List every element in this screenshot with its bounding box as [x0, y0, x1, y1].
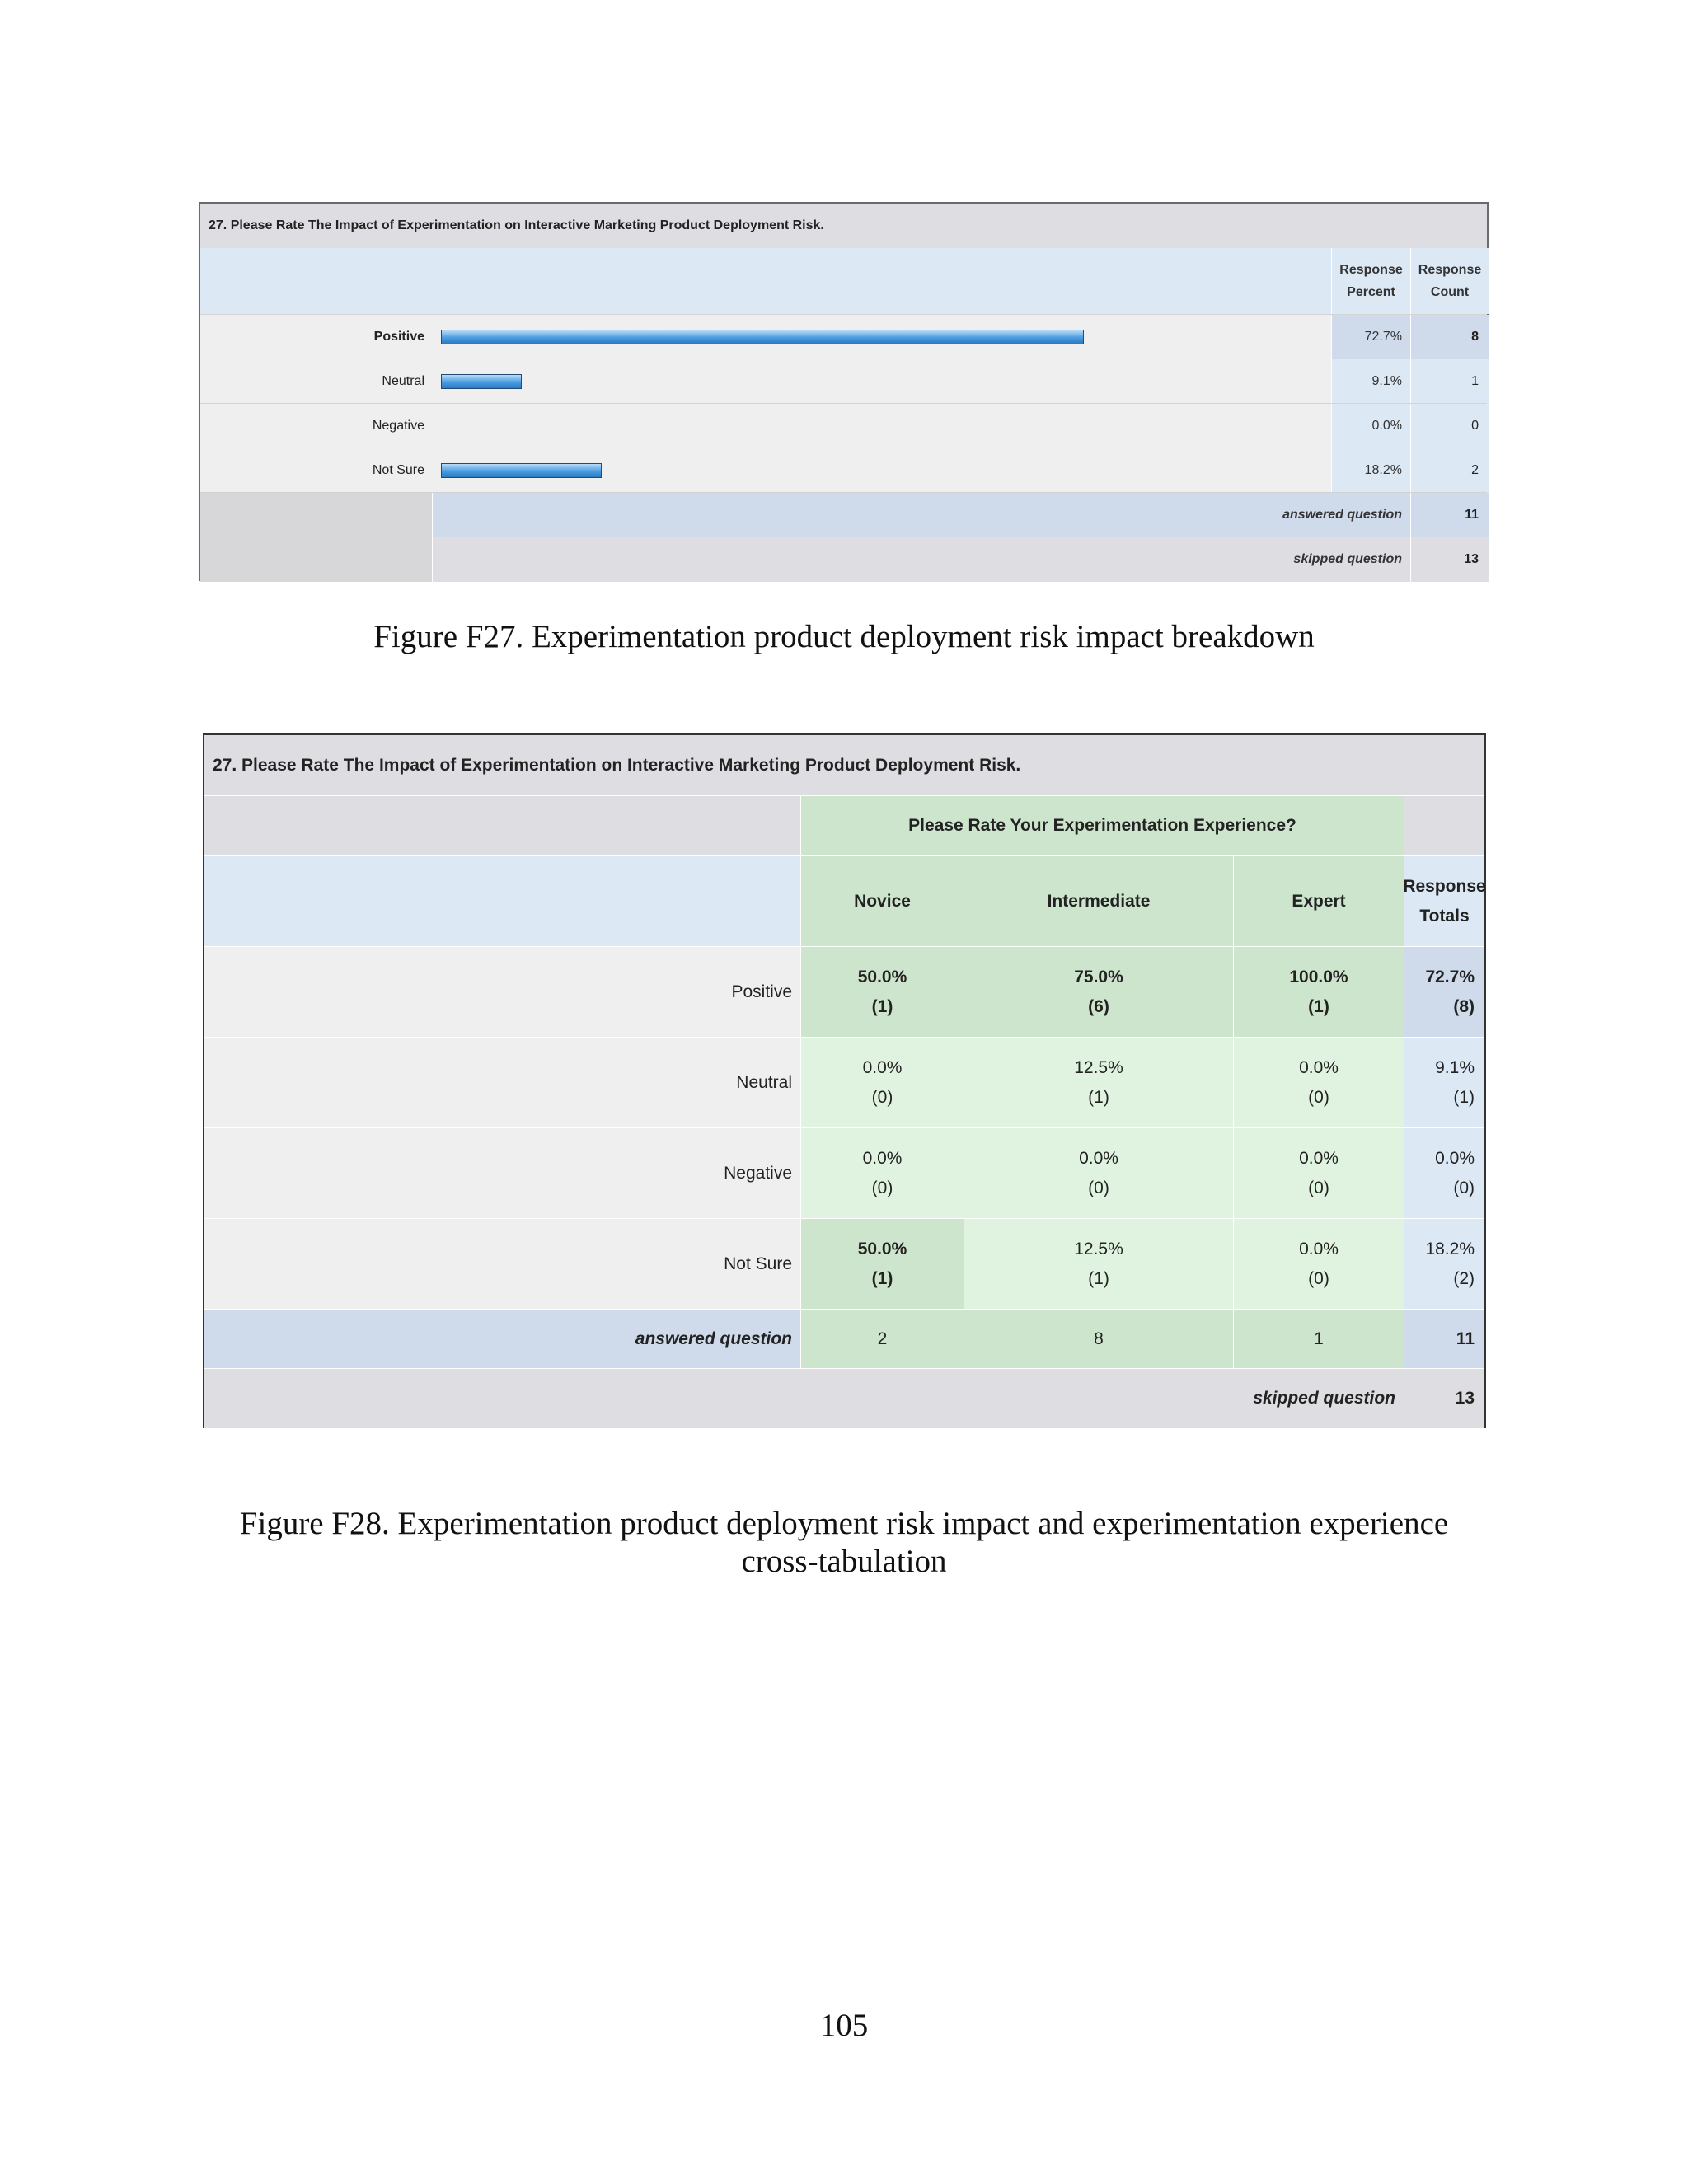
cell-percent: 0.0% [1299, 1057, 1339, 1077]
answer-label: Negative [200, 404, 433, 448]
total-count: (1) [1453, 1087, 1475, 1107]
total-percent: 72.7% [1425, 967, 1475, 987]
cell-percent: 0.0% [1299, 1148, 1339, 1168]
row-total-cell [1404, 1038, 1484, 1128]
response-percent: 72.7% [1332, 315, 1411, 359]
answered-question-value: 8 [964, 1310, 1234, 1369]
response-summary-table [199, 202, 1489, 581]
column-header-row [200, 248, 1487, 314]
response-row [200, 448, 1487, 493]
cell-count: (1) [1308, 996, 1329, 1016]
answer-label: Positive [204, 947, 801, 1038]
crosstab-cell [964, 1038, 1234, 1128]
cell-count: (1) [1088, 1087, 1109, 1107]
response-percent: 0.0% [1332, 404, 1411, 448]
row-total-cell [1404, 1219, 1484, 1310]
cell-percent: 0.0% [1299, 1239, 1339, 1258]
crosstab-cell [801, 1038, 964, 1128]
cell-count: (1) [1088, 1268, 1109, 1288]
cell-percent: 0.0% [1079, 1148, 1118, 1168]
cell-count: (1) [871, 996, 893, 1016]
response-count-header: Response Count [1411, 248, 1489, 314]
cell-percent: 75.0% [1074, 967, 1123, 987]
answer-label: Negative [204, 1128, 801, 1219]
answered-question-row [200, 492, 1487, 537]
cell-count: (0) [1308, 1087, 1329, 1107]
response-count: 2 [1411, 448, 1489, 493]
crosstab-cell [1234, 1128, 1404, 1219]
response-percent-header: Response Percent [1332, 248, 1411, 314]
skipped-question-row [200, 537, 1487, 582]
answered-question-total: 11 [1404, 1310, 1484, 1369]
cell-percent: 0.0% [862, 1148, 903, 1168]
crosstab-cell [1234, 947, 1404, 1038]
response-totals-header: Response Totals [1404, 856, 1484, 947]
answer-label: Not Sure [200, 448, 433, 493]
skipped-question-label: skipped question [433, 537, 1411, 582]
caption-line-2: cross-tabulation [741, 1544, 947, 1579]
question-title: 27. Please Rate The Impact of Experimentation on Interactive Marketing Product Deployment Risk. [204, 735, 1484, 796]
caption-line-1: Figure F28. Experimentation product deployment risk impact and experimentation experience [239, 1506, 1449, 1541]
crosstab-cell [801, 947, 964, 1038]
cell-count: (0) [1308, 1178, 1329, 1197]
cell-percent: 50.0% [857, 967, 907, 987]
response-percent: 18.2% [1332, 448, 1411, 493]
cell-count: (0) [1308, 1268, 1329, 1288]
answer-label: Neutral [200, 359, 433, 404]
cell-count: (6) [1088, 996, 1109, 1016]
question-title: 27. Please Rate The Impact of Experimentation on Interactive Marketing Product Deployment Risk. [209, 218, 824, 232]
answered-question-value: 11 [1411, 493, 1489, 537]
figure-caption-f27: Figure F27. Experimentation product deployment risk impact breakdown [373, 619, 1315, 654]
experience-column-header: Novice [801, 856, 964, 947]
crosstab-cell [801, 1128, 964, 1219]
row-total-cell [1404, 1128, 1484, 1219]
cell-percent: 12.5% [1074, 1239, 1123, 1258]
experience-group-header: Please Rate Your Experimentation Experience? [801, 796, 1404, 856]
row-total-cell [1404, 947, 1484, 1038]
skipped-question-value: 13 [1411, 537, 1489, 582]
figure-caption-f28 [0, 1505, 1688, 1581]
total-percent: 18.2% [1425, 1239, 1475, 1258]
bar-track [433, 359, 1332, 404]
response-percent: 9.1% [1332, 359, 1411, 404]
page-number: 105 [819, 2008, 869, 2043]
answered-question-label: answered question [433, 493, 1411, 537]
crosstab-cell [964, 947, 1234, 1038]
skipped-question-value: 13 [1404, 1369, 1484, 1428]
total-count: (0) [1453, 1178, 1475, 1197]
answered-question-value: 1 [1234, 1310, 1404, 1369]
response-bar [441, 463, 602, 478]
experience-column-header: Intermediate [964, 856, 1234, 947]
experience-column-header: Expert [1234, 856, 1404, 947]
bar-track [433, 404, 1332, 448]
answered-question-value: 2 [801, 1310, 964, 1369]
answered-question-label: answered question [204, 1310, 801, 1369]
crosstab-cell [964, 1128, 1234, 1219]
total-percent: 0.0% [1435, 1148, 1475, 1168]
cross-tabulation-table [203, 733, 1486, 1428]
crosstab-cell [1234, 1219, 1404, 1310]
response-row [200, 359, 1487, 404]
response-count: 1 [1411, 359, 1489, 404]
response-count: 0 [1411, 404, 1489, 448]
response-row [200, 403, 1487, 448]
cell-count: (0) [1088, 1178, 1109, 1197]
crosstab-cell [1234, 1038, 1404, 1128]
response-bar [441, 374, 522, 389]
cell-count: (1) [871, 1268, 893, 1288]
response-bar [441, 330, 1084, 344]
cell-percent: 0.0% [862, 1057, 903, 1077]
total-count: (8) [1453, 996, 1475, 1016]
answer-label: Neutral [204, 1038, 801, 1128]
total-count: (2) [1453, 1268, 1475, 1288]
cell-percent: 100.0% [1289, 967, 1348, 987]
response-count: 8 [1411, 315, 1489, 359]
question-title-row [200, 204, 1487, 249]
answer-label: Not Sure [204, 1219, 801, 1310]
crosstab-cell [964, 1219, 1234, 1310]
crosstab-cell [801, 1219, 964, 1310]
cell-percent: 12.5% [1074, 1057, 1123, 1077]
cell-percent: 50.0% [857, 1239, 907, 1258]
response-row [200, 314, 1487, 359]
cell-count: (0) [871, 1178, 893, 1197]
skipped-question-label: skipped question [204, 1369, 1404, 1428]
total-percent: 9.1% [1435, 1057, 1475, 1077]
answer-label: Positive [200, 315, 433, 359]
cell-count: (0) [871, 1087, 893, 1107]
